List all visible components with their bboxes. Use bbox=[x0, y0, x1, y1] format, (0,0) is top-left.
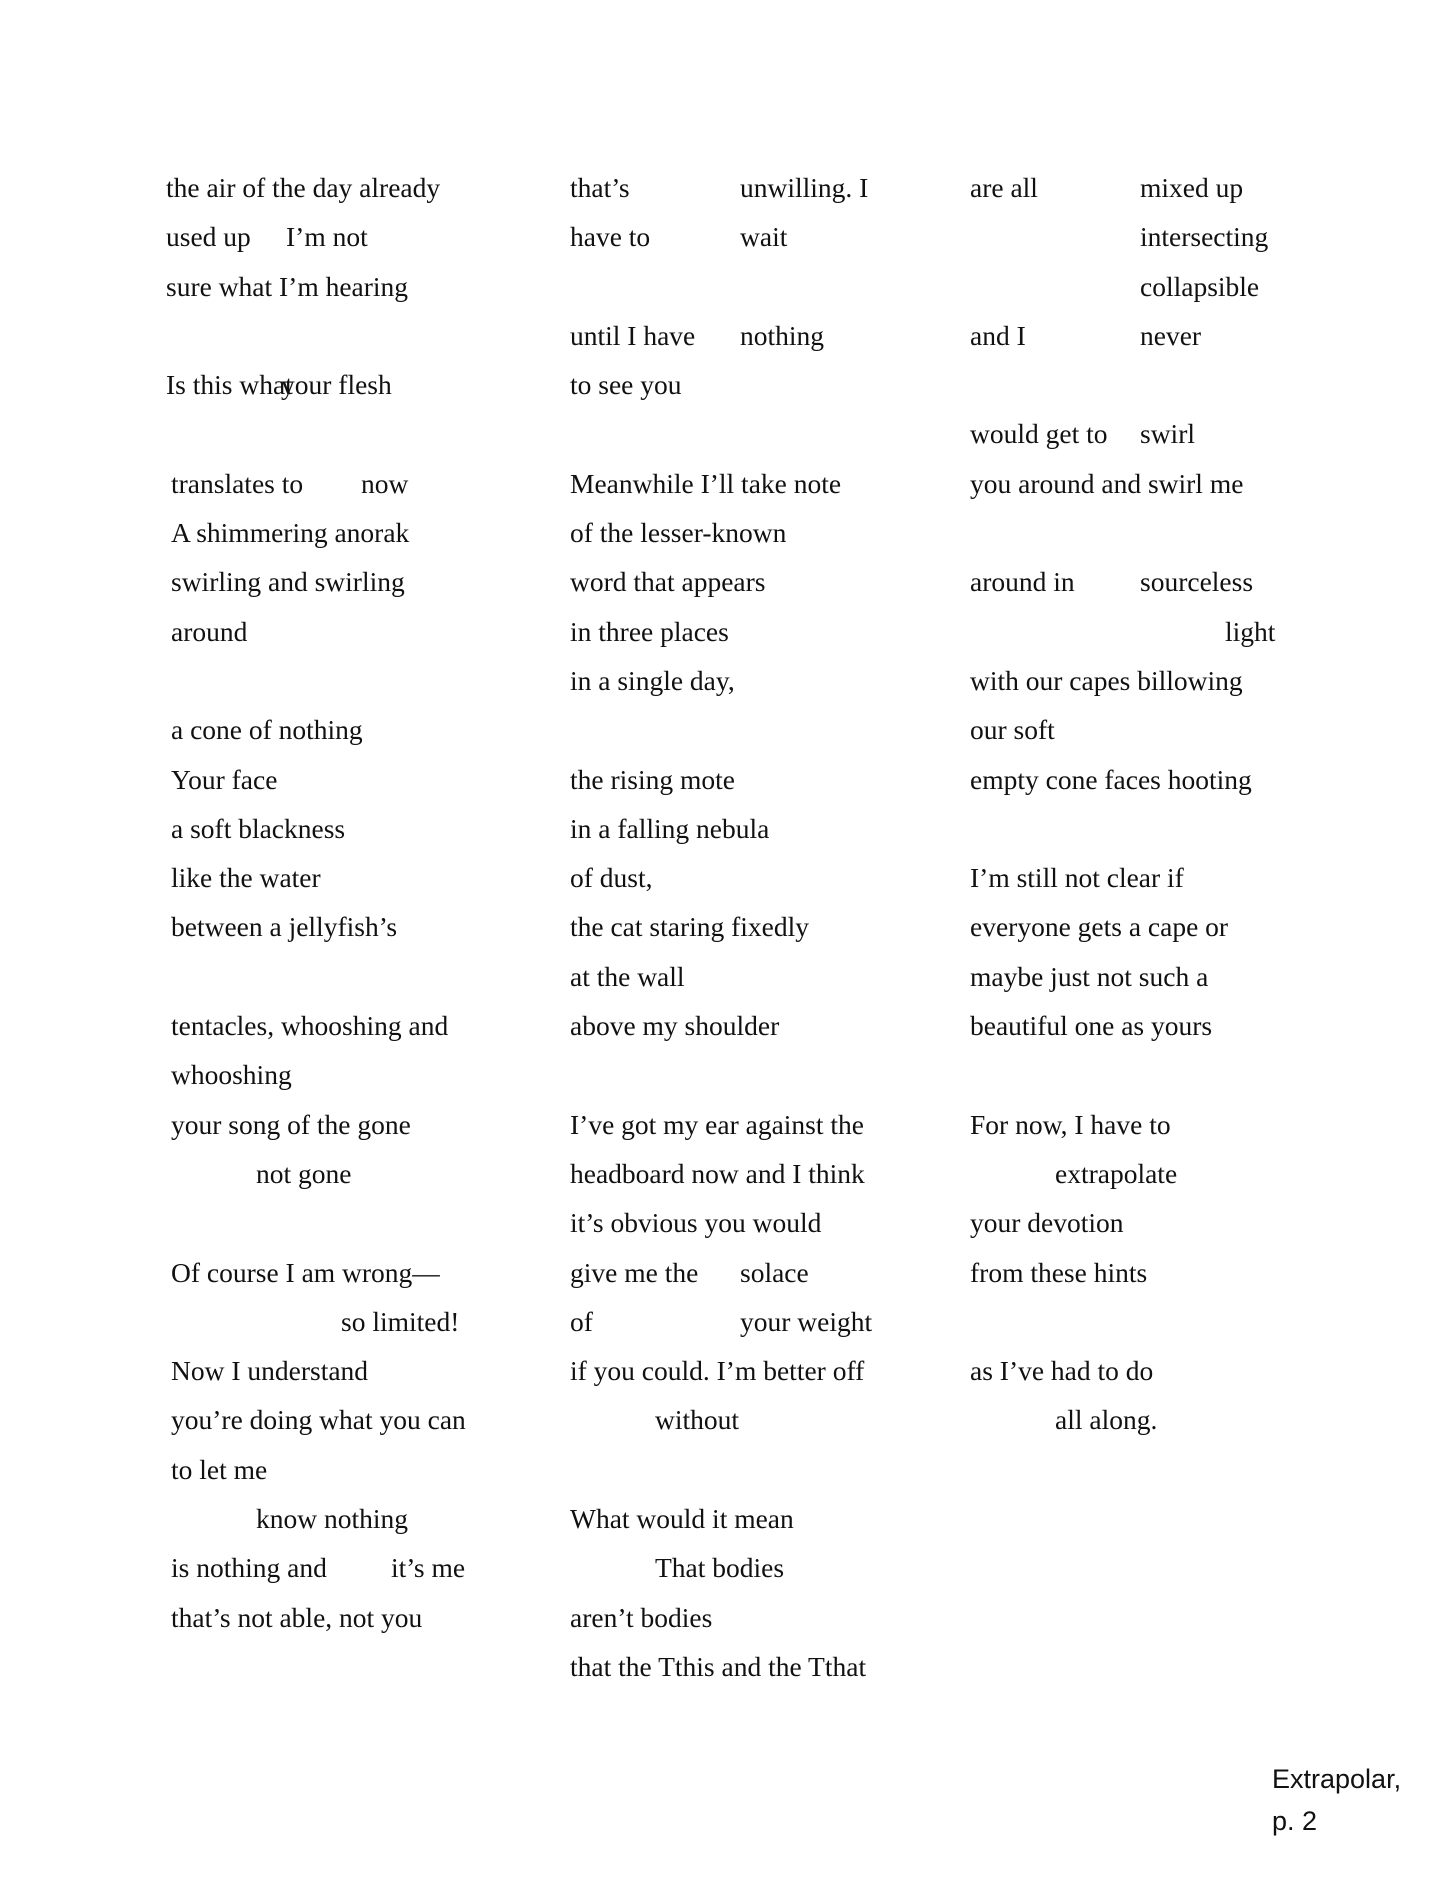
poem-line-text: of the lesser-known bbox=[570, 517, 787, 549]
poem-line-text: now bbox=[361, 467, 409, 499]
poem-line-text: above my shoulder bbox=[570, 1010, 780, 1042]
poem-line bbox=[570, 1593, 970, 1642]
stanza-break bbox=[570, 1445, 970, 1494]
poem-line-text: at the wall bbox=[570, 960, 685, 992]
stanza-break bbox=[570, 262, 970, 311]
poem-line-text: so limited! bbox=[341, 1305, 460, 1337]
poem-line-text: without bbox=[655, 1404, 740, 1436]
poem-line-text: the cat staring fixedly bbox=[570, 911, 810, 943]
stanza-break bbox=[970, 508, 1370, 557]
poem-line bbox=[166, 755, 566, 804]
poem-line-text: of bbox=[570, 1305, 593, 1337]
poem-line bbox=[570, 656, 970, 705]
poem-line bbox=[570, 1297, 970, 1346]
poem-line bbox=[166, 804, 566, 853]
poem-line-text: around bbox=[171, 615, 248, 647]
poem-line-text: between a jellyfish’s bbox=[171, 911, 398, 943]
poem-line bbox=[970, 1001, 1370, 1050]
poem-line-text: as I’ve had to do bbox=[970, 1355, 1154, 1387]
poem-line-text: in a falling nebula bbox=[570, 812, 770, 844]
poem-line bbox=[166, 1395, 566, 1444]
poem-line bbox=[570, 212, 970, 261]
poem-line-text: unwilling. I bbox=[740, 172, 869, 203]
poem-line bbox=[970, 262, 1370, 311]
stanza-break bbox=[570, 1050, 970, 1099]
poem-line-text: not gone bbox=[256, 1157, 352, 1189]
poem-line bbox=[970, 902, 1370, 951]
poem-line-text: swirl bbox=[1140, 418, 1195, 450]
poem-column-2 bbox=[570, 163, 970, 1691]
poem-line bbox=[570, 607, 970, 656]
poem-line bbox=[570, 1248, 970, 1297]
poem-line bbox=[166, 1445, 566, 1494]
poem-line bbox=[166, 1346, 566, 1395]
poem-line bbox=[970, 1346, 1370, 1395]
poem-line bbox=[166, 557, 566, 606]
poem-line-text: translates to bbox=[171, 467, 304, 499]
poem-line-text: For now, I have to bbox=[970, 1108, 1171, 1140]
poem-line-text: Now I understand bbox=[171, 1355, 369, 1387]
poem-line bbox=[970, 1149, 1370, 1198]
poem-line-text: in a single day, bbox=[570, 664, 735, 696]
poem-line-text: and I bbox=[970, 319, 1026, 351]
poem-line-text: intersecting bbox=[1140, 221, 1269, 253]
poem-line bbox=[570, 755, 970, 804]
poem-line bbox=[166, 163, 566, 212]
poem-line bbox=[570, 1494, 970, 1543]
poem-line-text: headboard now and I think bbox=[570, 1157, 865, 1189]
poem-line-text: mixed up bbox=[1140, 172, 1244, 203]
poem-line-text: empty cone faces hooting bbox=[970, 763, 1252, 795]
poem-line bbox=[970, 607, 1370, 656]
poem-line-text: tentacles, whooshing and bbox=[171, 1010, 449, 1042]
stanza-break bbox=[166, 311, 566, 360]
poem-line bbox=[570, 1100, 970, 1149]
poem-line-text: like the water bbox=[171, 862, 321, 894]
stanza-break bbox=[166, 952, 566, 1001]
poem-line-text: whooshing bbox=[171, 1059, 292, 1091]
poem-line bbox=[166, 262, 566, 311]
poem-line bbox=[166, 1149, 566, 1198]
poem-line-text: Of course I am wrong— bbox=[171, 1256, 440, 1288]
poem-line bbox=[970, 163, 1370, 212]
poem-line bbox=[570, 360, 970, 409]
poem-line bbox=[970, 557, 1370, 606]
poem-line-text: if you could. I’m better off bbox=[570, 1355, 865, 1387]
stanza-break bbox=[570, 409, 970, 458]
stanza-break bbox=[166, 1198, 566, 1247]
poem-line bbox=[570, 311, 970, 360]
poem-line bbox=[166, 459, 566, 508]
poem-line bbox=[166, 705, 566, 754]
poem-line-text: aren’t bodies bbox=[570, 1601, 713, 1633]
poem-line-text: your weight bbox=[740, 1305, 873, 1337]
poem-line bbox=[570, 1198, 970, 1247]
poem-line bbox=[570, 1642, 970, 1691]
poem-line-text: you around and swirl me bbox=[970, 467, 1244, 499]
poem-line-text: sourceless bbox=[1140, 566, 1254, 598]
poem-line-text: wait bbox=[740, 221, 788, 253]
poem-line-text: around in bbox=[970, 566, 1075, 598]
poem-line-text: you’re doing what you can bbox=[171, 1404, 466, 1436]
poem-line-text: to see you bbox=[570, 369, 682, 401]
poem-line bbox=[166, 1593, 566, 1642]
poem-line bbox=[970, 311, 1370, 360]
poem-line-text: your song of the gone bbox=[171, 1108, 411, 1140]
poem-line-text: Meanwhile I’ll take note bbox=[570, 467, 842, 499]
poem-line-text: a cone of nothing bbox=[171, 714, 363, 746]
poem-line bbox=[970, 1248, 1370, 1297]
poem-line bbox=[970, 952, 1370, 1001]
poem-line bbox=[970, 705, 1370, 754]
poem-line-text: maybe just not such a bbox=[970, 960, 1209, 992]
poem-line bbox=[970, 853, 1370, 902]
poem-line bbox=[570, 1149, 970, 1198]
poem-line bbox=[570, 459, 970, 508]
poem-line bbox=[970, 459, 1370, 508]
page-footer bbox=[1272, 1758, 1401, 1842]
poem-line bbox=[570, 902, 970, 951]
poem-line-text: are all bbox=[970, 172, 1038, 203]
poem-line-text: light bbox=[1225, 615, 1276, 647]
poem-line-text: have to bbox=[570, 221, 651, 253]
poem-line bbox=[970, 1395, 1370, 1444]
stanza-break bbox=[970, 804, 1370, 853]
poem-line-text: I’m still not clear if bbox=[970, 862, 1184, 894]
poem-line bbox=[166, 853, 566, 902]
poem-line-text: until I have bbox=[570, 319, 696, 351]
poem-line-text: I’m not bbox=[286, 221, 368, 253]
poem-line-text: the rising mote bbox=[570, 763, 735, 795]
poem-line-text: nothing bbox=[740, 319, 825, 351]
poem-line-text: sure what I’m hearing bbox=[166, 270, 409, 302]
poem-line bbox=[570, 804, 970, 853]
poem-line bbox=[166, 1297, 566, 1346]
poem-line bbox=[166, 607, 566, 656]
poem-line-text: that’s not able, not you bbox=[171, 1601, 423, 1633]
stanza-break bbox=[166, 409, 566, 458]
poem-line-text: What would it mean bbox=[570, 1503, 794, 1535]
poem-line-text: our soft bbox=[970, 714, 1055, 746]
stanza-break bbox=[570, 705, 970, 754]
poem-line bbox=[970, 755, 1370, 804]
poem-line-text: it’s me bbox=[391, 1552, 466, 1584]
poem-line-text: your flesh bbox=[281, 369, 392, 401]
poem-line-text: that’s bbox=[570, 172, 630, 203]
poem-line bbox=[166, 902, 566, 951]
poem-line-text: never bbox=[1140, 319, 1202, 351]
poem-line bbox=[570, 163, 970, 212]
poem-line-text: I’ve got my ear against the bbox=[570, 1108, 864, 1140]
poem-line bbox=[970, 1198, 1370, 1247]
poem-line bbox=[166, 1248, 566, 1297]
poem-line bbox=[166, 1001, 566, 1050]
poem-line bbox=[166, 508, 566, 557]
poem-line-text: would get to bbox=[970, 418, 1108, 450]
poem-line-text: from these hints bbox=[970, 1256, 1148, 1288]
poem-line-text: collapsible bbox=[1140, 270, 1260, 302]
poem-line-text: beautiful one as yours bbox=[970, 1010, 1213, 1042]
poem-line bbox=[570, 508, 970, 557]
poem-line bbox=[570, 557, 970, 606]
poem-line bbox=[570, 1346, 970, 1395]
poem-line bbox=[970, 212, 1370, 261]
footer-page-number: p. 2 bbox=[1272, 1806, 1318, 1836]
poem-line-text: A shimmering anorak bbox=[171, 517, 410, 549]
poem-line-text: Your face bbox=[171, 763, 278, 795]
poem-line bbox=[166, 1100, 566, 1149]
poem-line bbox=[570, 1001, 970, 1050]
poem-column-3 bbox=[970, 163, 1370, 1445]
poem-line-text: extrapolate bbox=[1055, 1157, 1178, 1189]
poem-line bbox=[970, 1100, 1370, 1149]
poem-line bbox=[166, 212, 566, 261]
poem-line-text: used up bbox=[166, 221, 251, 253]
poem-line-text: everyone gets a cape or bbox=[970, 911, 1229, 943]
poem-line-text: know nothing bbox=[256, 1503, 409, 1535]
poem-line-text: in three places bbox=[570, 615, 729, 647]
poem-line bbox=[570, 1543, 970, 1592]
stanza-break bbox=[970, 1297, 1370, 1346]
poem-line-text: to let me bbox=[171, 1453, 268, 1485]
poem-line-text: give me the bbox=[570, 1256, 699, 1288]
poem-line-text: Is this what bbox=[166, 369, 293, 401]
poem-line-text: with our capes billowing bbox=[970, 664, 1243, 696]
stanza-break bbox=[970, 1050, 1370, 1099]
poem-line-text: the air of the day already bbox=[166, 172, 441, 203]
poem-line-text: a soft blackness bbox=[171, 812, 346, 844]
poem-line-text: that the Tthis and the Tthat bbox=[570, 1650, 867, 1682]
poem-line-text: solace bbox=[740, 1256, 809, 1288]
poem-line-text: word that appears bbox=[570, 566, 766, 598]
poem-line-text: it’s obvious you would bbox=[570, 1207, 822, 1239]
poem-line bbox=[570, 1395, 970, 1444]
poem-line-text: That bodies bbox=[655, 1552, 785, 1584]
poem-line-text: your devotion bbox=[970, 1207, 1124, 1239]
poem-line-text: all along. bbox=[1055, 1404, 1158, 1436]
poem-line bbox=[166, 1543, 566, 1592]
poem-line bbox=[570, 853, 970, 902]
poem-line bbox=[970, 409, 1370, 458]
poem-line bbox=[970, 656, 1370, 705]
stanza-break bbox=[166, 656, 566, 705]
stanza-break bbox=[970, 360, 1370, 409]
poem-line-text: swirling and swirling bbox=[171, 566, 405, 598]
poem-line-text: is nothing and bbox=[171, 1552, 327, 1584]
poem-line bbox=[166, 1494, 566, 1543]
poem-line bbox=[166, 360, 566, 409]
poem-line-text: of dust, bbox=[570, 862, 653, 894]
poem-line bbox=[166, 1050, 566, 1099]
poem-column-1 bbox=[166, 163, 566, 1642]
poem-line bbox=[570, 952, 970, 1001]
footer-title: Extrapolar, bbox=[1272, 1764, 1402, 1794]
